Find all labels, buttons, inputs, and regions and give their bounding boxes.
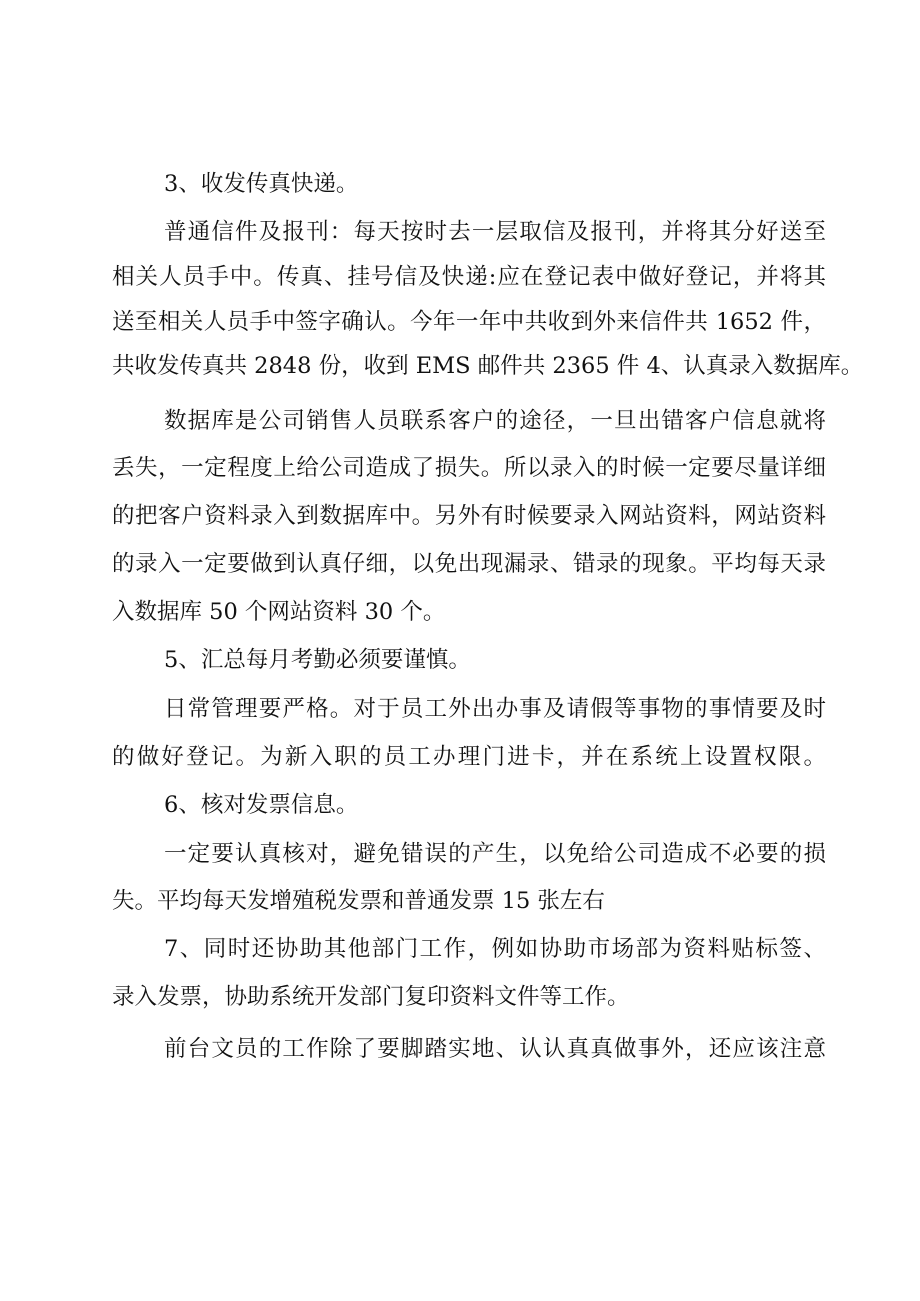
- paragraph-line: 日常管理要严格。对于员工外出办事及请假等事物的事情要及时: [164, 696, 826, 722]
- paragraph-line: 录入发票，协助系统开发部门复印资料文件等工作。: [112, 984, 630, 1010]
- paragraph-line: 前台文员的工作除了要脚踏实地、认认真真做事外，还应该注意: [164, 1036, 826, 1062]
- paragraph-line: 共收发传真共 2848 份，收到 EMS 邮件共 2365 件 4、认真录入数据库。: [112, 353, 864, 379]
- section-heading-6: 6、核对发票信息。: [164, 792, 359, 818]
- paragraph-line: 数据库是公司销售人员联系客户的途径，一旦出错客户信息就将: [164, 408, 826, 434]
- section-heading-7: 7、同时还协助其他部门工作，例如协助市场部为资料贴标签、: [164, 936, 826, 962]
- paragraph-line: 送至相关人员手中签字确认。今年一年中共收到外来信件共 1652 件，: [112, 309, 826, 335]
- paragraph-line: 的录入一定要做到认真仔细，以免出现漏录、错录的现象。平均每天录: [112, 551, 826, 577]
- section-heading-5: 5、汇总每月考勤必须要谨慎。: [164, 647, 471, 673]
- paragraph-line: 相关人员手中。传真、挂号信及快递:应在登记表中做好登记，并将其: [112, 264, 826, 290]
- paragraph-line: 的做好登记。为新入职的员工办理门进卡，并在系统上设置权限。: [112, 744, 826, 770]
- paragraph-line: 失。平均每天发增殖税发票和普通发票 15 张左右: [112, 888, 605, 914]
- paragraph-line: 普通信件及报刊：每天按时去一层取信及报刊，并将其分好送至: [164, 219, 826, 245]
- paragraph-line: 一定要认真核对，避免错误的产生，以免给公司造成不必要的损: [164, 841, 826, 867]
- paragraph-line: 的把客户资料录入到数据库中。另外有时候要录入网站资料，网站资料: [112, 503, 826, 529]
- section-heading-3: 3、收发传真快递。: [164, 171, 359, 197]
- paragraph-line: 丢失，一定程度上给公司造成了损失。所以录入的时候一定要尽量详细: [112, 455, 826, 481]
- paragraph-line: 入数据库 50 个网站资料 30 个。: [112, 599, 446, 625]
